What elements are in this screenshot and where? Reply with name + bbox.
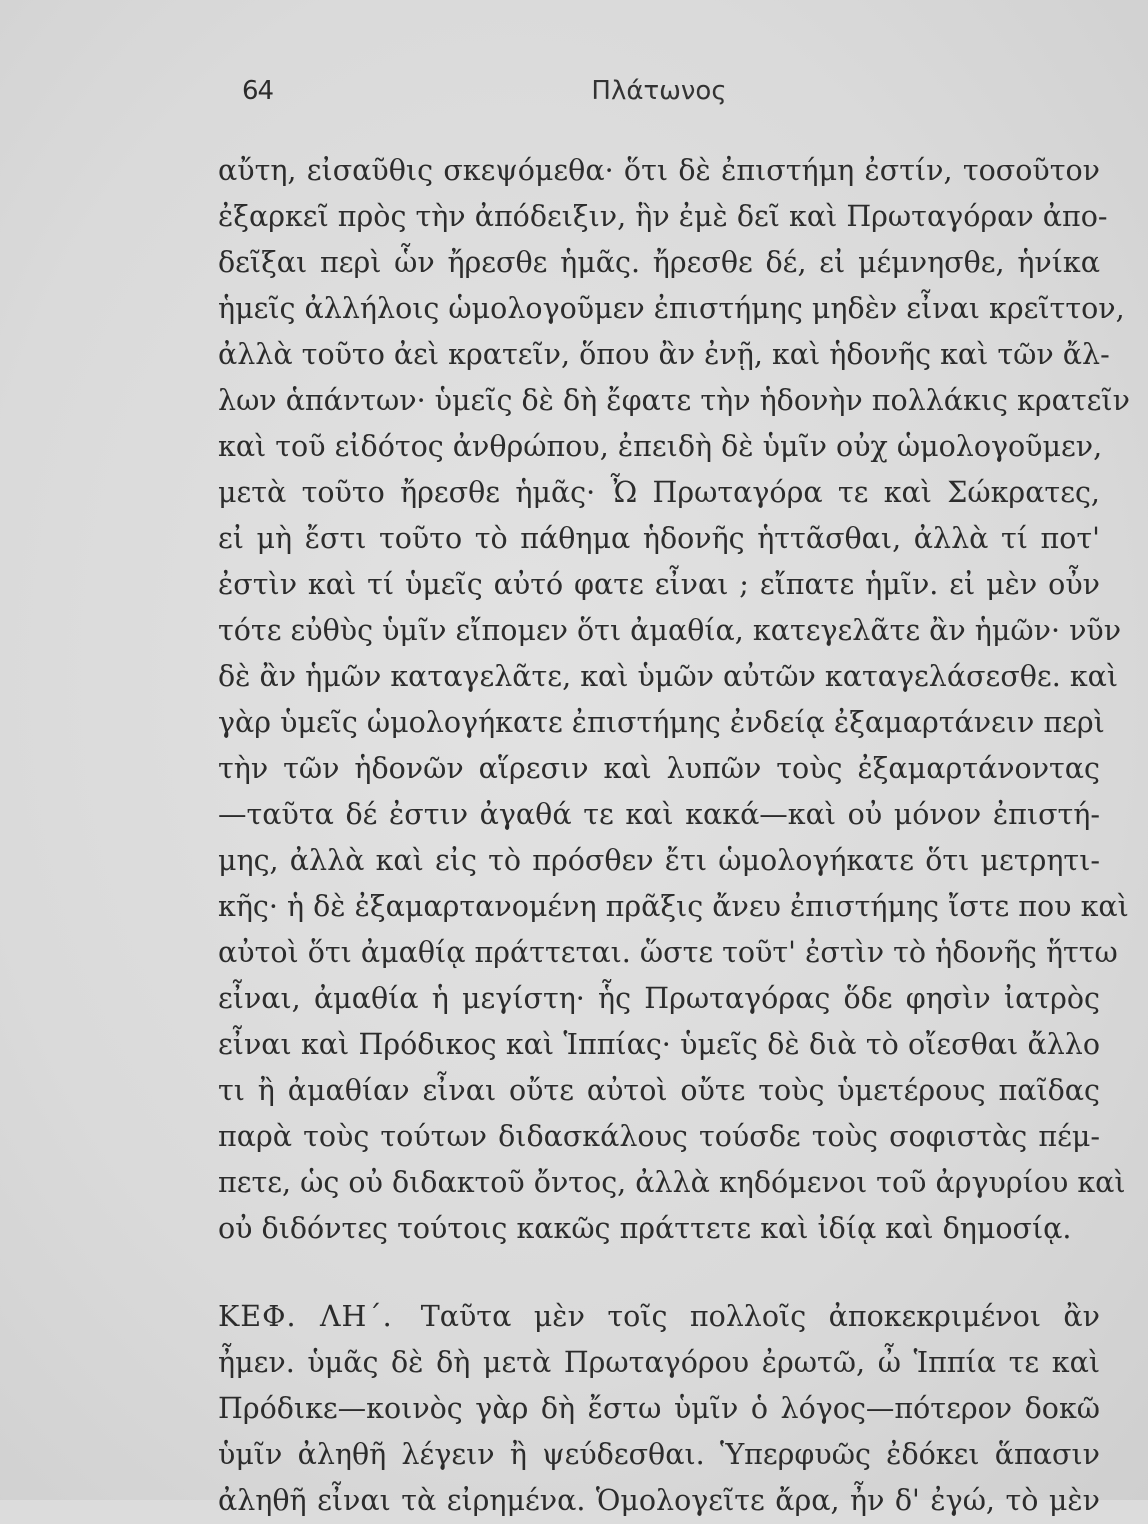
text-line: λων ἁπάντων· ὑμεῖς δὲ δὴ ἔφατε τὴν ἡδονὴν πολλάκις κρατεῖν	[218, 384, 1130, 417]
text-line: —ταῦτα δέ ἐστιν ἀγαθά τε καὶ κακά—καὶ οὐ μόνον ἐπιστή-	[218, 798, 1100, 831]
page-number: 64	[242, 76, 274, 106]
text-line: Πρόδικε—κοινὸς γὰρ δὴ ἔστω ὑμῖν ὁ λόγος—πότερον δοκῶ	[218, 1392, 1100, 1425]
text-line: ἀληθῆ εἶναι τὰ εἰρημένα. Ὁμολογεῖτε ἄρα, ἦν δ' ἐγώ, τὸ μὲν	[218, 1484, 1100, 1517]
text-line: μετὰ τοῦτο ἤρεσθε ἡμᾶς· Ὦ Πρωταγόρα τε καὶ Σώκρατες,	[218, 476, 1100, 509]
text-line: αὔτη, εἰσαῦθις σκεψόμεθα· ὅτι δὲ ἐπιστήμη ἐστίν, τοσοῦτον	[218, 154, 1100, 187]
paragraph-2	[218, 1294, 1100, 1524]
text-line: γὰρ ὑμεῖς ὡμολογήκατε ἐπιστήμης ἐνδείᾳ ἐξαμαρτάνειν περὶ	[218, 706, 1105, 739]
text-line: ἀλλὰ τοῦτο ἀεὶ κρατεῖν, ὅπου ἂν ἐνῇ, καὶ ἡδονῆς καὶ τῶν ἄλ-	[218, 338, 1110, 371]
paragraph-gap	[218, 1252, 1100, 1294]
body-text	[218, 148, 1130, 1524]
text-line: αὐτοὶ ὅτι ἀμαθίᾳ πράττεται. ὥστε τοῦτ' ἐστὶν τὸ ἡδονῆς ἥττω	[218, 936, 1118, 969]
text-line: εἶναι καὶ Πρόδικος καὶ Ἱππίας· ὑμεῖς δὲ διὰ τὸ οἴεσθαι ἄλλο	[218, 1028, 1100, 1061]
text-line: τὴν τῶν ἡδονῶν αἵρεσιν καὶ λυπῶν τοὺς ἐξαμαρτάνοντας	[218, 752, 1100, 785]
text-line: δεῖξαι περὶ ὧν ἤρεσθε ἡμᾶς. ἤρεσθε δέ, εἰ μέμνησθε, ἡνίκα	[218, 246, 1100, 279]
text-line: εἶναι, ἀμαθία ἡ μεγίστη· ἧς Πρωταγόρας ὅδε φησὶν ἰατρὸς	[218, 982, 1100, 1015]
text-line: κῆς· ἡ δὲ ἐξαμαρτανομένη πρᾶξις ἄνευ ἐπιστήμης ἴστε που καὶ	[218, 890, 1129, 923]
text-line: ἐστὶν καὶ τί ὑμεῖς αὐτό φατε εἶναι ; εἴπατε ἡμῖν. εἰ μὲν οὖν	[218, 568, 1100, 601]
paragraph-1	[218, 148, 1130, 1252]
text-line: καὶ τοῦ εἰδότος ἀνθρώπου, ἐπειδὴ δὲ ὑμῖν οὐχ ὡμολογοῦμεν,	[218, 430, 1103, 463]
page-header	[218, 76, 1100, 120]
text-line: παρὰ τοὺς τούτων διδασκάλους τούσδε τοὺς σοφιστὰς πέμ-	[218, 1120, 1100, 1153]
running-title: Πλάτωνος	[591, 76, 727, 106]
text-line: ἡμεῖς ἀλλήλοις ὡμολογοῦμεν ἐπιστήμης μηδὲν εἶναι κρεῖττον,	[218, 292, 1125, 325]
text-line: ὑμῖν ἀληθῆ λέγειν ἢ ψεύδεσθαι. Ὑπερφυῶς ἐδόκει ἅπασιν	[218, 1438, 1100, 1471]
text-line: ἦμεν. ὑμᾶς δὲ δὴ μετὰ Πρωταγόρου ἐρωτῶ, ὦ Ἱππία τε καὶ	[218, 1346, 1100, 1379]
text-line: δὲ ἂν ἡμῶν καταγελᾶτε, καὶ ὑμῶν αὐτῶν καταγελάσεσθε. καὶ	[218, 660, 1119, 693]
chapter-first-line	[218, 1294, 1100, 1340]
text-line: οὐ διδόντες τούτοις κακῶς πράττετε καὶ ἰδίᾳ καὶ δημοσίᾳ.	[218, 1212, 1072, 1245]
text-line: τι ἢ ἀμαθίαν εἶναι οὔτε αὐτοὶ οὔτε τοὺς ὑμετέρους παῖδας	[218, 1074, 1100, 1107]
text-line: τότε εὐθὺς ὑμῖν εἴπομεν ὅτι ἀμαθία, κατεγελᾶτε ἂν ἡμῶν· νῦν	[218, 614, 1122, 647]
text-line: ἐξαρκεῖ πρὸς τὴν ἀπόδειξιν, ἣν ἐμὲ δεῖ καὶ Πρωταγόραν ἀπο-	[218, 200, 1108, 233]
text-line: πετε, ὡς οὐ διδακτοῦ ὄντος, ἀλλὰ κηδόμενοι τοῦ ἀργυρίου καὶ	[218, 1166, 1126, 1199]
text-line: εἰ μὴ ἔστι τοῦτο τὸ πάθημα ἡδονῆς ἡττᾶσθαι, ἀλλὰ τί ποτ'	[218, 522, 1100, 555]
chapter-heading: ΚΕΦ. ΛΗ΄.	[218, 1300, 393, 1333]
text-line: μης, ἀλλὰ καὶ εἰς τὸ πρόσθεν ἔτι ὡμολογήκατε ὅτι μετρητι-	[218, 844, 1100, 877]
chapter-first-line-text: Ταῦτα μὲν τοῖς πολλοῖς ἀποκεκριμένοι ἂν	[420, 1300, 1101, 1333]
